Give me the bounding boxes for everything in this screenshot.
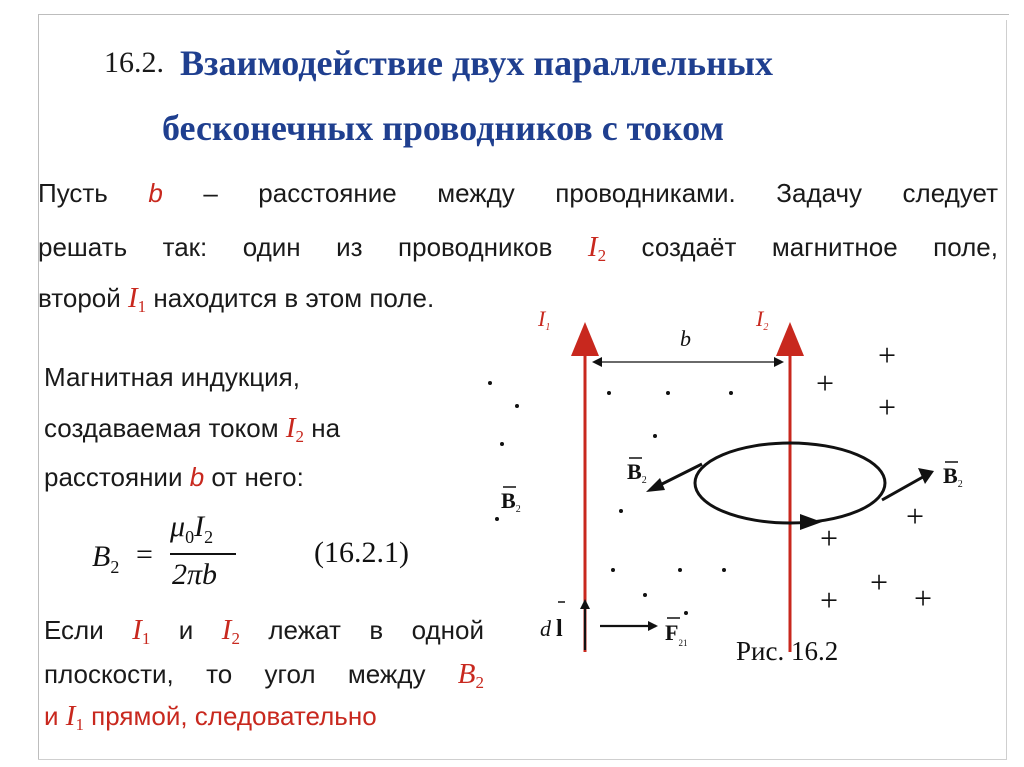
equation-number: (16.2.1) <box>314 536 409 569</box>
formula-numerator: $\mu_0I_2$ <box>170 510 214 547</box>
svg-text:d: d <box>540 616 551 641</box>
svg-text:B2: B2 <box>627 459 647 486</box>
label-b2-right <box>943 462 963 490</box>
svg-text:B2: B2 <box>501 488 521 515</box>
wire-i2-label: I2 <box>756 306 769 333</box>
svg-text:+: + <box>914 580 933 616</box>
label-b2-loop <box>627 458 647 486</box>
field-dots-out <box>488 381 733 615</box>
svg-text:+: + <box>878 337 897 373</box>
field-loop-arrow <box>800 514 822 530</box>
conclusion-line-3: и $I_1$ прямой, следовательно <box>44 700 377 734</box>
section-title-line2: бесконечных проводников с током <box>162 108 724 148</box>
intro-line-1: Пусть b – расстояние между проводниками. Задачу следует <box>38 178 998 208</box>
tangent-b2-right-head <box>918 468 934 484</box>
svg-text:F21: $F_{21}$ <box>665 620 688 648</box>
induction-line-3: расстоянии b от него: <box>44 462 304 492</box>
wire-i2 <box>776 322 804 652</box>
formula-equals: = <box>136 538 153 571</box>
svg-text:+: + <box>906 498 925 534</box>
induction-line-2: создаваемая током $I_2$ на <box>44 412 341 446</box>
wire-i1-label: I1 <box>538 306 551 333</box>
current-element-label <box>540 602 565 642</box>
conclusion-line-2: плоскости, то угол между $B_2$ <box>44 658 484 692</box>
svg-text:l: l <box>556 616 563 642</box>
section-title-line1: Взаимодействие двух параллельных <box>180 43 773 83</box>
induction-line-1: Магнитная индукция, <box>44 362 300 392</box>
section-number: 16.2. <box>104 46 164 79</box>
tangent-b2-left-head <box>646 478 665 492</box>
svg-text:+: + <box>878 389 897 425</box>
label-b2-left <box>501 487 521 515</box>
conclusion-line-1: Если $I_1$ и $I_2$ лежат в одной <box>44 614 484 648</box>
intro-line-2: решать так: один из проводников $I_2$ создаёт магнитное поле, <box>38 231 998 265</box>
formula-lhs: $B_2$ <box>92 540 120 577</box>
distance-label: b <box>680 326 691 351</box>
svg-text:+: + <box>820 520 839 556</box>
intro-line-3: второй $I_1$ находится в этом поле. <box>38 282 435 316</box>
figure-caption: Рис. 16.2 <box>736 636 839 666</box>
svg-text:+: + <box>870 564 889 600</box>
force-label <box>665 618 687 648</box>
svg-text:+: + <box>816 365 835 401</box>
svg-text:+: + <box>820 582 839 618</box>
formula-denominator: 2πb <box>172 558 218 591</box>
field-crosses-in <box>816 337 932 618</box>
svg-text:B2: B2 <box>943 463 963 490</box>
